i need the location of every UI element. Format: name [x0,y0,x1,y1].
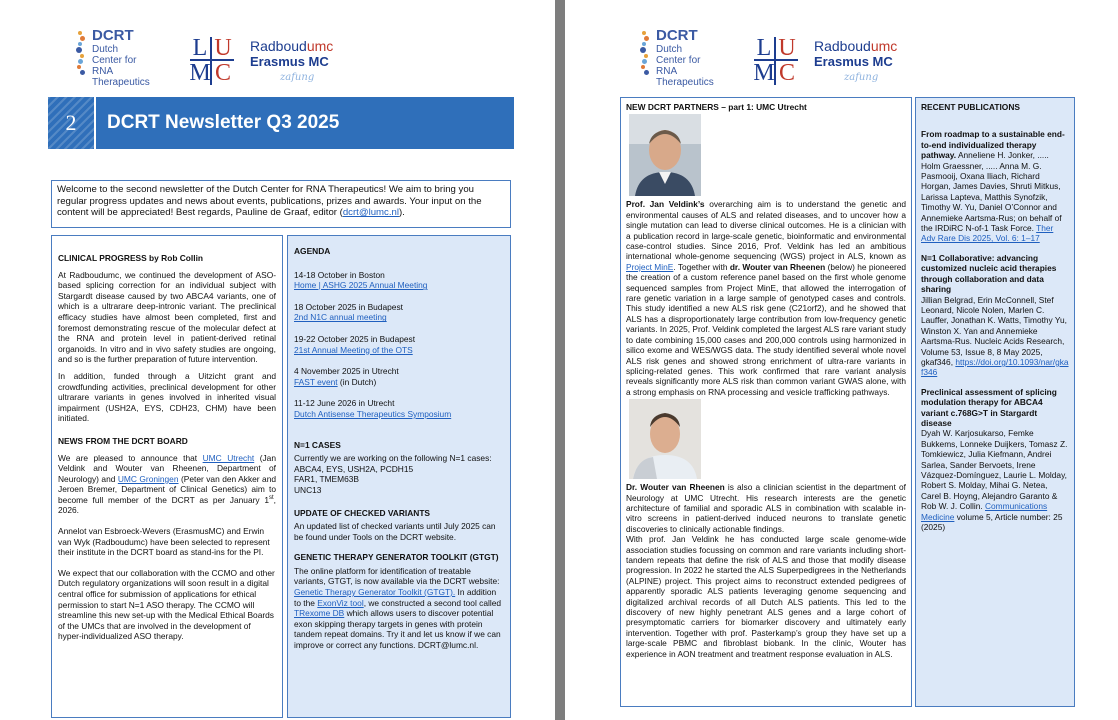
publication-citation: volume 5, Article number: 25 (2025) [921,511,1063,533]
trexome-link[interactable]: TRexome DB [294,608,345,619]
veldink-bio [626,199,906,397]
board-heading: NEWS FROM THE DCRT BOARD [58,435,188,446]
publications-heading: RECENT PUBLICATIONS [921,102,1020,112]
dcrt-logo-line: RNA [92,66,114,77]
gtgt-segment: , we constructed a second tool called [363,597,502,608]
partners-heading: NEW DCRT PARTNERS – part 1: UMC Utrecht [626,102,807,112]
publication-title: Preclinical assessment of splicing modulation therapy for ABCA4 variant c.768G>T in Stargardt disease [921,386,1057,428]
publication-link[interactable]: Ther Adv Rare Dis 2025, Vol. 6: 1–17 [921,223,1054,244]
lumc-letter: M [753,60,775,86]
agenda-link[interactable]: 21st Annual Meeting of the OTS [294,344,413,355]
partners-column [620,97,912,707]
publication-authors: Jillian Belgrad, Erin McConnell, Stef Leonard, Nicole Nolen, Marlen C. Lauffer, Jonathan K. Watts, Timothy Yu, Winston X. Yan and Annemieke Aartsma-Rus. Nucleic Acids Research, Volume 53, Issue 8, 8 May 2025, gkaf346, [921,294,1067,367]
veldink-name: Prof. Jan Veldink’s [626,199,705,210]
bio-text: is also a clinician scientist in the department of Neurology at UMC Utrecht. His research interests are the genetic architecture of familial and sporadic ALS in combination with scalable in-vitro screens in patient-derived induced neurons to translate genetic discoveries to clinically actionable findings. [626,482,906,534]
variants-heading: UPDATE OF CHECKED VARIANTS [294,507,431,518]
lumc-letter: U [212,37,234,61]
gtgt-segment: In addition to the [294,587,497,608]
newsletter-banner [48,97,514,149]
dcrt-logo-line: DCRT [656,27,698,44]
erasmus-script-logo: zafung [844,72,879,83]
agenda-item [294,270,504,291]
rheenen-bio [626,482,906,534]
n1-line: ABCA4, EYS, USH2A, PCDH15 [294,463,414,474]
partner-logos [250,38,333,86]
person-portrait-icon [629,399,701,479]
intro-box [51,180,511,228]
n1-line: Currently we are working on the following N=1 cases: [294,453,492,464]
lumc-letter: M [189,60,211,86]
agenda-item [294,334,504,355]
agenda-link[interactable]: Home | ASHG 2025 Annual Meeting [294,280,428,291]
newsletter-title: DCRT Newsletter Q3 2025 [107,112,340,133]
dcrt-logo-line: Therapeutics [656,77,714,88]
rheenen-name-inline: dr. Wouter van Rheenen [729,261,826,272]
bio-text: overarching aim is to understand the genetic and environmental causes of ALS and related diseases, and to uncover how a single mutation can lead to diverse clinical outcomes. He is a clinician with a publication record in large-scale genetic, bioinformatic and environmental case-control studies. Since 2016, Prof. Veldink has led an ambitious international whole-genome sequencing (WGS) project in ALS, known as [626,199,906,262]
agenda-when: 4 November 2025 in Utrecht [294,366,399,377]
agenda-item [294,302,504,323]
dcrt-logo-line: Center for [656,55,701,66]
lumc-logo [190,37,234,85]
agenda-column [287,235,511,718]
clinical-column [51,235,283,718]
publication-item [921,253,1069,378]
rheenen-bio-cont: With prof. Jan Veldink he has conducted large scale genome-wide association studies focussing on common and rare variants including short-tandem repeats that define the risk of ALS and those that modify disease progression. In 2022 he started the ALS Superpedigrees in the Netherlands (ALPINE) project. This project aims to reconstruct extended pedigrees of apparently sporadic ALS patients leveraging genome sequencing and digitalized archival records of all Dutch ALS patients. This led to the discovery of new highly penetrant ALS genes and a large cohort of presymptomatic carriers for biomarker discovery and ultimately early intervention. Together with prof. Pasterkamp’s group they have set up a large-scale PBMC and fibroblast biobank. In the clinic, Wouter has experience in AON treatment and treatment response evaluation in ALS. [626,534,906,659]
gtgt-segment: The online platform for identification of treatable variants, GTGT, is now available via the DCRT website: [294,565,500,587]
dcrt-logo [74,28,150,88]
variants-text: An updated list of checked variants until July 2025 can be found under Tools on the DCRT website. [294,521,496,542]
editor-email-link[interactable]: dcrt@lumc.nl [342,207,399,219]
publication-authors: Dyah W. Karjosukarso, Femke Bukkems, Lonneke Duijkers, Tomasz Z. Tomkiewicz, Julia Kiefmann, Andrei Sarlea, Sander Bervoets, Irene Vázquez-Domínguez, Laurie L. Molday, Robert S. Molday, Mihai G. Netea, Carel B. Hoyng, Alejandro Garanto & Rob W. J. Collin. [921,428,1068,512]
gtgt-text [294,566,504,651]
board-text: We are pleased to announce that [58,452,203,463]
intro-close: ). [398,207,405,219]
dcrt-dots-icon [638,28,650,75]
publication-authors: Anneliene H. Jonker, ..... Holm Graessner, ..... Anna M. G. Pasmooij, Oxana Iliach, Richard Horgan, James Davies, Shruti Mitkus, Larissa Lapteva, Matthis Synofzik, Timothy W. Yu, Daniel O’Connor and Annemieke Aartsma-Rus; on behalf of the IRDiRC N-of-1 Task Force. [921,150,1062,234]
bio-text: . Together with [673,261,730,272]
radboud-logo: Radboud [250,38,307,54]
agenda-link[interactable]: FAST event [294,376,338,387]
lumc-letter: L [190,37,212,61]
gtgt-link[interactable]: Genetic Therapy Generator Toolkit (GTGT). [294,587,456,598]
n1-line: FAR1, TMEM63B [294,474,360,485]
board-text: , 2026. [58,494,276,516]
publication-item [921,387,1069,533]
agenda-item [294,398,504,419]
dcrt-logo-line: Therapeutics [92,77,150,88]
veldink-photo [629,114,701,196]
agenda-item [294,366,504,387]
person-portrait-icon [629,114,701,196]
rheenen-name: Dr. Wouter van Rheenen [626,482,725,493]
erasmus-logo: Erasmus MC [250,54,329,69]
umc-utrecht-link[interactable]: UMC Utrecht [202,452,255,463]
dcrt-logo-line: Dutch [92,44,119,55]
agenda-link[interactable]: Dutch Antisense Therapeutics Symposium [294,408,452,419]
agenda-when: 14-18 October in Boston [294,269,385,280]
n1-line: UNC13 [294,484,322,495]
radboud-umc-logo: umc [870,38,898,54]
clinical-heading: CLINICAL PROGRESS by Rob Collin [58,253,204,263]
newsletter-page-2 [0,0,555,720]
erasmus-script-logo: zafung [280,72,315,83]
erasmus-logo: Erasmus MC [814,54,893,69]
gtgt-segment: which allows users to discover potential exon skipping therapy targets in genes with protein tandem repeat domains. Try it and let us know if we can improve or correct any functions. DCRT@lumc.nl. [294,608,501,651]
dcrt-logo-line: RNA [656,66,678,77]
dcrt-logo [638,28,714,88]
umc-groningen-link[interactable]: UMC Groningen [117,473,179,484]
radboud-logo: Radboud [814,38,871,54]
bio-text: (below) he pioneered the creation of a custom reference panel based on the first whole genome sequenced samples from Project MinE, that allowed the interrogation of rare genetic variation in a large sample of genotyped cases and controls. This study identified a new ALS risk gene (C21orf2), and he showed that ALS has a disproportionately large contribution from low-frequency genetic variants. In 2025, Prof. Veldink completed the largest ALS rare variant study to date combining 15,000 cases and 200,000 controls using harmonized in silico exome and WES/WGS data. The study identified several whole novel ALS risk genes and showed strong enrichment of ultra-rare variants in splicing-related genes. This work confirmed that rare variant analysis reveals significantly more ALS risk than common variant GWAS alone, with a strong emphasis on RNA processing and vesicle trafficking pathways. [626,261,907,397]
exonviz-link[interactable]: ExonViz tool [317,597,364,608]
board-para [58,453,276,517]
agenda-when: 19-22 October 2025 in Budapest [294,333,416,344]
intro-text: Welcome to the second newsletter of the Dutch Center for RNA Therapeutics! We aim to bring you regular progress updates and news about events, publications, prizes and awards. Your input on the content will be appreciated! Best regards, Pauline de Graaf, editor ( [57,184,482,219]
lumc-letter: L [754,37,776,61]
dcrt-logo-line: DCRT [92,27,134,44]
lumc-letter: C [214,60,231,86]
ordinal-suffix: st [269,495,274,502]
lumc-letter: U [776,37,798,61]
gtgt-heading: GENETIC THERAPY GENERATOR TOOLKIT (GTGT) [294,552,499,563]
clinical-para: At Radboudumc, we continued the development of ASO-based splicing correction for an individual subject with Stargardt disease caused by two ABCA4 variants, one of which is a ultrarare deep-intronic variant. The preclinical efficacy studies have almost been completed, first and foremost demonstrating rescue of the molecular defect at the RNA and protein level in patient-derived retinal organoids. In vitro and in vivo safety studies are ongoing, and so is the further preparation of future intervention. [58,269,276,365]
dcrt-logo-line: Dutch [656,44,683,55]
publication-item [921,129,1069,243]
n1-heading: N=1 CASES [294,439,341,450]
page-number: 2 [48,97,96,149]
publication-title: N=1 Collaborative: advancing customized nucleic acid therapies through collaboration and data sharing [921,252,1057,295]
rheenen-photo [629,399,701,479]
board-para: Annelot van Esbroeck-Wevers (ErasmusMC) and Erwin van Wyk (Radboudumc) have been selected to represent their institute in the DCRT board as stand-ins for the PI. [58,526,270,558]
lumc-letter: C [778,60,795,86]
agenda-link[interactable]: 2nd N1C annual meeting [294,312,387,323]
publication-link[interactable]: https://doi.org/10.1093/nar/gkaf346 [921,356,1069,378]
agenda-when: 11-12 June 2026 in Utrecht [294,398,395,409]
lumc-logo [754,37,798,85]
board-para: We expect that our collaboration with the CCMO and other Dutch regulatory organizations will soon result in a digital central office for submission of applications for ethical permission to start N=1 ASO therapy. The CCMO will streamline this new set-up with the Medical Ethical Boards of the UMCs that are involved in the development of hyper-individualized ASO therapy. [58,567,275,642]
publications-column [915,97,1075,707]
publication-title: From roadmap to a sustainable end-to-end individualized therapy pathway. [921,129,1065,161]
radboud-umc-logo: umc [306,38,334,54]
dcrt-dots-icon [74,28,86,75]
dcrt-logo-line: Center for [92,55,137,66]
board-text: (Peter van den Akker and Jeroen Bremer, Department of Clinical Genetics) aim to become full member of the DCRT as per January 1 [58,473,277,505]
board-text: (Jan Veldink and Wouter van Rheenen, Department of Neurology) and [58,452,276,484]
agenda-note: (in Dutch) [337,376,377,387]
project-mine-link[interactable]: Project MinE [626,261,674,272]
agenda-when: 18 October 2025 in Budapest [294,301,403,312]
publication-link[interactable]: Communications Medicine [921,501,1048,522]
partner-logos [814,38,897,86]
agenda-heading: AGENDA [294,246,331,256]
clinical-para: In addition, funded through a Uitzicht grant and crowdfunding activities, preclinical development for other ultrarare variants in genes involved in inherited visual impairment (USH2A, EYS, CDH23, CHM) have been initiated. [58,370,276,424]
